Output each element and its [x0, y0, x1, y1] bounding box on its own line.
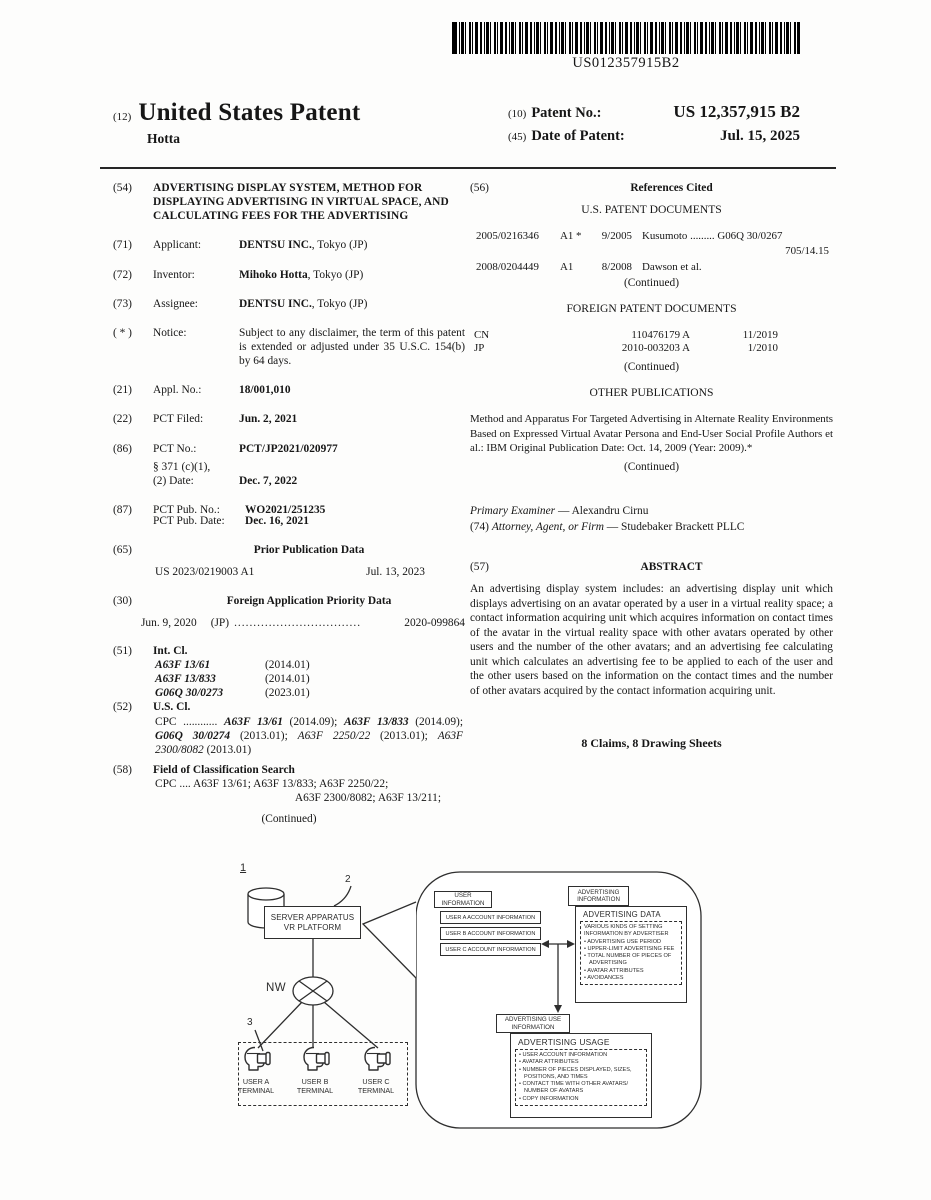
foreign-reference-row [470, 329, 833, 343]
field-code-73: (73) [113, 297, 132, 310]
cpc-version: (2013.01); [370, 729, 438, 742]
ref-number: 2008/0204449 [476, 260, 539, 273]
primary-examiner-name: — Alexandru Cirnu [555, 504, 649, 517]
attorney-line [470, 520, 833, 534]
field-56-heading [470, 181, 833, 195]
cpc-version: (2013.01); [230, 729, 298, 742]
field-code-56: (56) [470, 182, 489, 194]
terminal-user: USER C [362, 1077, 390, 1086]
pct-no-value: PCT/JP2021/020977 [239, 442, 338, 455]
terminal-label-a [227, 1078, 285, 1095]
other-publication-citation: Method and Apparatus For Targeted Advertising in Alternate Reality Environments Based on Expressed Virtual Avatar Persona and End-User Social Profile Authors et al.: IBM Original Publication Date: Oct. 14, 2009 (Year: 2009).* [470, 413, 833, 455]
field-code-21: (21) [113, 384, 132, 397]
field-30-heading [113, 594, 465, 608]
advertising-usage-list [515, 1049, 647, 1106]
ref-country: CN [474, 328, 490, 341]
pct-pub-no-value: WO2021/251235 [245, 503, 326, 516]
field-code-10: (10) [508, 108, 527, 120]
cpc-prefix: CPC ............ [155, 715, 224, 728]
barcode-number: US012357915B2 [572, 55, 680, 71]
field-54-title [113, 181, 465, 223]
ref-class-secondary: 705/14.15 [785, 245, 829, 258]
ref-kind: A1 * [560, 229, 582, 242]
continued-marker: (Continued) [623, 277, 680, 290]
network-node-icon [293, 977, 333, 1005]
int-cl-row [155, 686, 465, 700]
field-code-58: (58) [113, 763, 132, 776]
field-52-us-cl [113, 700, 465, 714]
field-search-label: Field of Classification Search [153, 763, 295, 776]
section-371-date-label: (2) Date: [153, 474, 194, 487]
priority-date: Jun. 9, 2020 [141, 616, 197, 629]
us-reference-row [470, 230, 833, 244]
cpc-version: (2013.01) [203, 743, 252, 756]
user-info-line1: USER [454, 892, 472, 900]
list-item: • AVOIDANCES [584, 975, 679, 982]
field-51-int-cl [113, 644, 465, 658]
inventor-name: Mihoko Hotta [239, 268, 308, 281]
foreign-priority-line [141, 616, 465, 630]
cpc-version: (2014.09); [408, 715, 463, 728]
field-search-line1: CPC .... A63F 13/61; A63F 13/833; A63F 2250/22; [155, 778, 389, 791]
field-22-pct-filed [113, 412, 465, 426]
figure-ref-1: 1 [240, 862, 247, 874]
ref-name: Dawson et al. [642, 260, 702, 273]
list-item: • COPY INFORMATION [519, 1096, 644, 1103]
section-371-line1: § 371 (c)(1), [153, 460, 211, 473]
network-label: NW [266, 982, 287, 994]
invention-title: ADVERTISING DISPLAY SYSTEM, METHOD FOR DISPLAYING ADVERTISING IN VIRTUAL SPACE, AND CALCULATING FEES FOR THE ADVERTISING [153, 182, 449, 223]
list-intro: VARIOUS KINDS OF SETTING INFORMATION BY ADVERTISER [584, 924, 669, 938]
assignee-location: , Tokyo (JP) [311, 297, 368, 310]
applicant-location: , Tokyo (JP) [311, 239, 368, 252]
ref-number: 2005/0216346 [476, 229, 539, 242]
server-label-line2: VR PLATFORM [283, 922, 342, 932]
field-86-371 [113, 460, 465, 488]
pct-pub-no-label: PCT Pub. No.: [153, 503, 220, 516]
abstract-text: An advertising display system includes: an advertising display unit which displays advertising on an avatar operated by a user in a virtual reality space; a contact information acquiring unit which acquires information on contact times of the avatar in the virtual reality space with other avatars operated by other users and the number of the other avatars; and an advertising fee calculating unit which calculates an advertising fee to be applied to each of the user and the other users based on the information on the contact times and the number of other avatars acquired by the contact information acquiring unit. [470, 583, 833, 697]
field-73-assignee [113, 297, 465, 311]
user-c-account-box: USER C ACCOUNT INFORMATION [440, 943, 541, 956]
advertising-usage-title: ADVERTISING USAGE [518, 1037, 610, 1047]
adv-use-line1: ADVERTISING USE [504, 1016, 562, 1024]
ref-name: Kusumoto [642, 229, 688, 242]
continued-marker: (Continued) [261, 813, 317, 826]
field-search-line2: A63F 2300/8082; A63F 13/211; [294, 792, 441, 805]
attorney-label: Attorney, Agent, or Firm [491, 520, 604, 533]
abstract-heading: ABSTRACT [640, 561, 703, 574]
section-371-date-value: Dec. 7, 2022 [239, 474, 298, 487]
field-code-asterisk: ( * ) [113, 326, 132, 339]
user-info-line2: INFORMATION [441, 899, 485, 907]
inventor-location: , Tokyo (JP) [307, 268, 364, 281]
notice-text: Subject to any disclaimer, the term of this patent is extended or adjusted under 35 U.S.C. 154(b) by 64 days. [239, 326, 465, 368]
field-notice [113, 326, 465, 368]
field-code-87: (87) [113, 503, 132, 516]
field-code-30: (30) [113, 594, 132, 607]
terminal-word: TERMINAL [237, 1085, 275, 1095]
ref-country: JP [474, 342, 485, 355]
barcode [452, 22, 800, 54]
field-65-heading [113, 543, 465, 557]
dot-leader: ................................. [234, 616, 362, 629]
cpc-classification-text [155, 715, 463, 757]
advertising-data-title: ADVERTISING DATA [583, 910, 661, 919]
priority-number: 2020-099864 [404, 616, 465, 629]
primary-examiner-line [470, 504, 833, 518]
primary-examiner-label: Primary Examiner [470, 504, 556, 517]
int-cl-row [155, 658, 465, 672]
field-57-heading [470, 560, 833, 574]
advertising-data-list [580, 921, 682, 985]
spacer [113, 460, 153, 488]
prior-publication-date: Jul. 13, 2023 [366, 566, 425, 579]
header-right [508, 102, 800, 151]
ref-date: 8/2008 [601, 260, 632, 273]
adv-use-line2: INFORMATION [511, 1023, 555, 1031]
dot-leader: ......... [690, 229, 715, 242]
terminal-user: USER A [242, 1077, 270, 1086]
foreign-reference-row [470, 342, 833, 356]
foreign-patent-documents-heading: FOREIGN PATENT DOCUMENTS [566, 302, 737, 316]
prior-publication-heading: Prior Publication Data [253, 544, 365, 557]
server-label-line1: SERVER APPARATUS [270, 912, 355, 922]
pct-filed-value: Jun. 2, 2021 [239, 413, 298, 426]
field-code-71: (71) [113, 239, 132, 252]
patent-date-row [508, 128, 800, 145]
assignee-value [239, 297, 465, 311]
pct-filed-label: PCT Filed: [153, 413, 204, 426]
int-cl-version: (2014.01) [265, 658, 310, 671]
list-item: • UPPER-LIMIT ADVERTISING FEE [584, 946, 679, 953]
adv-info-line2: INFORMATION [577, 896, 620, 903]
terminal-label-c [347, 1078, 405, 1095]
inventor-value [239, 268, 465, 282]
assignee-label: Assignee: [153, 297, 198, 310]
attorney-name: — Studebaker Brackett PLLC [603, 520, 745, 533]
bibliographic-column [113, 181, 465, 827]
field-code-57: (57) [470, 561, 489, 574]
pct-no-label: PCT No.: [153, 442, 197, 455]
continued-marker: (Continued) [623, 460, 680, 473]
applicant-name: DENTSU INC. [239, 239, 312, 252]
advertising-information-header-box [568, 886, 629, 906]
applicant-value [239, 238, 465, 252]
field-code-51: (51) [113, 644, 132, 657]
ref-kind: A1 [560, 260, 574, 273]
patent-number-value: US 12,357,915 B2 [673, 102, 800, 121]
continued-marker: (Continued) [623, 360, 680, 373]
cpc-version: (2014.09); [282, 715, 344, 728]
field-21-appl-no [113, 383, 465, 397]
references-column [470, 181, 833, 751]
header-left [113, 99, 360, 127]
field-code-45: (45) [508, 131, 527, 143]
adv-info-line1: ADVERTISING [577, 888, 620, 896]
kind-code: (12) [113, 111, 132, 123]
ref-date: 1/2010 [747, 342, 778, 355]
assignee-name: DENTSU INC. [239, 297, 312, 310]
list-item: • TOTAL NUMBER OF PIECES OF ADVERTISING [584, 953, 679, 968]
cpc-class: A63F 2250/22 [297, 729, 371, 742]
figure-ref-2: 2 [345, 874, 351, 885]
other-publications-heading: OTHER PUBLICATIONS [589, 385, 714, 399]
spacer [113, 514, 153, 528]
int-cl-class: A63F 13/61 [155, 658, 211, 671]
cpc-class: A63F 13/833 [343, 715, 409, 728]
foreign-priority-heading: Foreign Application Priority Data [226, 594, 392, 607]
patent-date-label: Date of Patent: [531, 128, 625, 144]
int-cl-class: A63F 13/833 [155, 673, 216, 686]
appl-no-value: 18/001,010 [239, 384, 291, 397]
ref-number: 2010-003203 A [621, 342, 690, 355]
server-apparatus-box [264, 906, 361, 939]
int-cl-class: G06Q 30/0273 [155, 687, 224, 700]
terminal-label-b [286, 1078, 344, 1095]
pct-pub-date-value: Dec. 16, 2021 [245, 515, 309, 528]
figure-1-diagram [238, 854, 712, 1164]
int-cl-row [155, 672, 465, 686]
terminal-word: TERMINAL [357, 1085, 395, 1095]
prior-publication-number: US 2023/0219003 A1 [155, 566, 255, 579]
pct-pub-date-label: PCT Pub. Date: [153, 515, 225, 528]
field-72-inventor [113, 268, 465, 282]
us-reference-row [470, 261, 833, 275]
inventor-label: Inventor: [153, 268, 195, 281]
cpc-class: A63F 13/61 [223, 715, 283, 728]
us-patent-documents-heading: U.S. PATENT DOCUMENTS [581, 203, 722, 217]
field-58-search [113, 763, 465, 777]
ref-date: 11/2019 [742, 328, 778, 341]
inventor-surname: Hotta [147, 131, 180, 146]
field-code-74: (74) [470, 520, 489, 533]
field-86-pct-no [113, 442, 465, 456]
list-item: • NUMBER OF PIECES DISPLAYED, SIZES, POSITIONS, AND TIMES [519, 1067, 644, 1082]
patent-number-row [508, 102, 800, 122]
list-item: • AVATAR ATTRIBUTES [584, 968, 679, 975]
field-code-22: (22) [113, 413, 132, 426]
ref2-leader-line [334, 886, 351, 906]
list-item: • AVATAR ATTRIBUTES [519, 1059, 644, 1066]
terminal-user: USER B [301, 1077, 329, 1086]
references-cited-heading: References Cited [630, 182, 713, 194]
field-code-72: (72) [113, 268, 132, 281]
list-item: • CONTACT TIME WITH OTHER AVATARS/ NUMBER OF AVATARS [519, 1081, 644, 1096]
field-71-applicant [113, 238, 465, 252]
document-type-title: United States Patent [138, 99, 361, 126]
user-b-account-box: USER B ACCOUNT INFORMATION [440, 927, 541, 940]
section-371-value [153, 460, 297, 488]
us-cl-label: U.S. Cl. [153, 701, 191, 714]
appl-no-label: Appl. No.: [153, 384, 202, 397]
list-item: • ADVERTISING USE PERIOD [584, 939, 679, 946]
ref-number: 110476179 A [631, 328, 690, 341]
advertising-usage-box [510, 1033, 652, 1118]
field-code-65: (65) [113, 544, 132, 557]
advertising-data-box [575, 906, 687, 1003]
cpc-class: A63F 2300/8082 [155, 729, 464, 756]
terminals-dashed-zone [238, 1042, 408, 1106]
list-item: • USER ACCOUNT INFORMATION [519, 1052, 644, 1059]
user-information-header-box [434, 891, 492, 908]
terminal-word: TERMINAL [296, 1085, 334, 1095]
claims-drawing-sheets-line: 8 Claims, 8 Drawing Sheets [581, 736, 722, 751]
int-cl-label: Int. Cl. [153, 644, 188, 657]
user-a-account-box: USER A ACCOUNT INFORMATION [440, 911, 541, 924]
ref-class: G06Q 30/0267 [717, 229, 783, 242]
field-code-52: (52) [113, 701, 132, 714]
patent-date-value: Jul. 15, 2025 [719, 128, 800, 144]
prior-publication-line [155, 565, 425, 579]
field-code-54: (54) [113, 182, 132, 194]
patent-number-label: Patent No.: [531, 105, 602, 121]
int-cl-version: (2023.01) [265, 687, 310, 700]
field-code-86: (86) [113, 442, 132, 455]
ref-citation [642, 230, 833, 244]
notice-label: Notice: [153, 326, 187, 339]
priority-country: (JP) [210, 616, 230, 629]
advertising-use-information-header-box [496, 1014, 570, 1033]
ref-date: 9/2005 [601, 229, 632, 242]
figure-ref-3: 3 [247, 1017, 253, 1028]
int-cl-version: (2014.01) [265, 673, 310, 686]
header-divider [100, 167, 836, 169]
cpc-class: G06Q 30/0274 [155, 729, 231, 742]
applicant-label: Applicant: [153, 239, 202, 252]
